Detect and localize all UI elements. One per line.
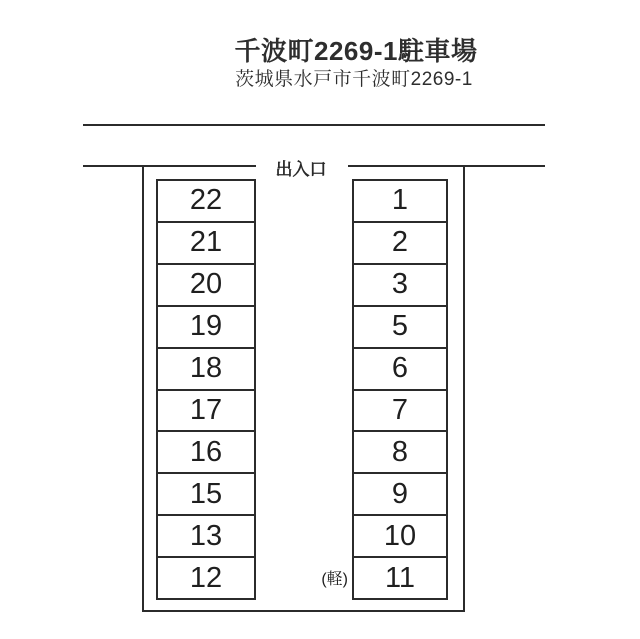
space-number: 2 xyxy=(391,226,409,259)
parking-space xyxy=(158,391,254,433)
parking-space xyxy=(158,516,254,558)
parking-space xyxy=(354,181,446,223)
space-number: 18 xyxy=(189,352,223,385)
parking-space xyxy=(158,474,254,516)
space-number: 19 xyxy=(189,310,223,343)
space-number: 17 xyxy=(189,393,223,426)
space-number: 1 xyxy=(391,184,409,217)
space-number: 7 xyxy=(391,393,409,426)
parking-space xyxy=(354,307,446,349)
parking-space xyxy=(354,474,446,516)
parking-space xyxy=(158,265,254,307)
lot-wall-right xyxy=(463,165,465,612)
parking-space xyxy=(158,307,254,349)
lot-boundary-top-right-segment xyxy=(348,165,545,167)
parking-space xyxy=(354,432,446,474)
page-address: 茨城県水戸市千波町2269-1 xyxy=(235,69,473,90)
space-number: 9 xyxy=(391,477,409,510)
space-number: 6 xyxy=(391,352,409,385)
space-number: 20 xyxy=(189,268,223,301)
space-number: 15 xyxy=(189,477,223,510)
parking-column-left xyxy=(156,179,256,600)
space-number: 3 xyxy=(391,268,409,301)
parking-space xyxy=(354,558,446,598)
parking-space xyxy=(354,516,446,558)
parking-space xyxy=(354,265,446,307)
parking-space xyxy=(158,349,254,391)
space-number: 10 xyxy=(383,519,417,552)
parking-space xyxy=(354,349,446,391)
space-number: 13 xyxy=(189,519,223,552)
lot-boundary-top-left-segment xyxy=(83,165,256,167)
parking-space xyxy=(158,558,254,598)
space-number: 11 xyxy=(384,561,416,594)
lot-wall-bottom xyxy=(142,610,465,612)
space-number: 16 xyxy=(189,435,223,468)
road-edge-line xyxy=(83,124,545,126)
page-title: 千波町2269-1駐車場 xyxy=(234,36,478,66)
kei-car-label: (軽) xyxy=(321,571,348,588)
space-number: 5 xyxy=(391,310,409,343)
parking-space xyxy=(354,391,446,433)
space-number: 22 xyxy=(189,184,223,217)
space-number: 21 xyxy=(189,226,223,259)
parking-space xyxy=(158,181,254,223)
entrance-exit-label: 出入口 xyxy=(275,160,327,179)
lot-wall-left xyxy=(142,165,144,612)
parking-space xyxy=(158,223,254,265)
parking-space xyxy=(354,223,446,265)
parking-space xyxy=(158,432,254,474)
space-number: 12 xyxy=(189,561,223,594)
space-number: 8 xyxy=(391,435,409,468)
parking-column-right xyxy=(352,179,448,600)
